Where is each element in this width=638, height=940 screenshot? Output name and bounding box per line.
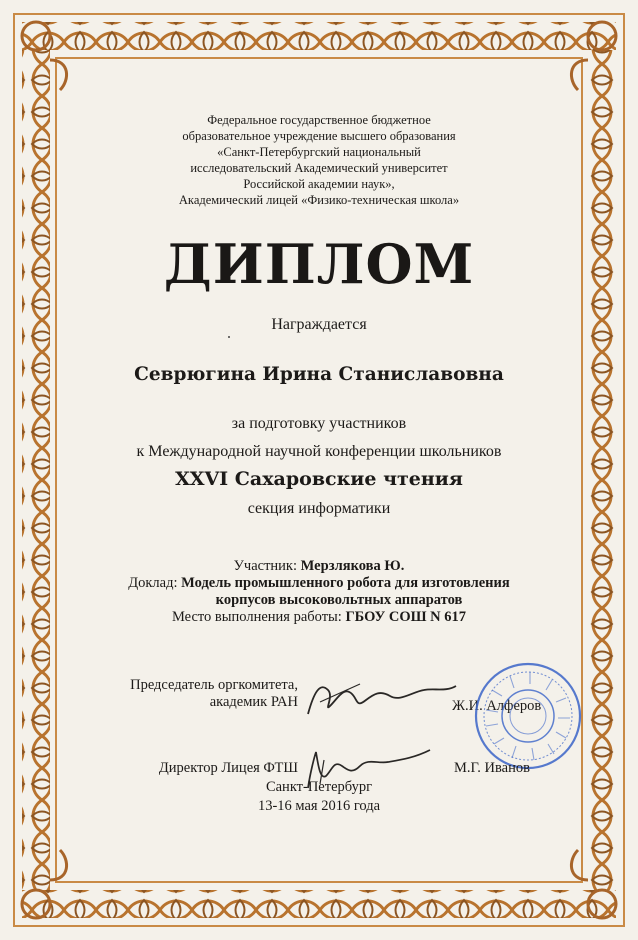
ink-dot: [228, 336, 230, 338]
issuer-line: «Санкт-Петербургский национальный: [217, 145, 421, 159]
chair-name: Ж.И. Алферов: [452, 698, 542, 714]
place: Санкт-Петербург: [265, 779, 373, 795]
director-name: М.Г. Иванов: [454, 760, 530, 776]
diploma-title: ДИПЛОМ: [163, 232, 475, 296]
section-name: секция информатики: [247, 500, 391, 517]
official-stamp-seal: [472, 660, 584, 772]
chair-signature: [300, 672, 460, 722]
diploma-content: [60, 60, 578, 880]
report-row-continued: [60, 592, 578, 609]
chair-label: [90, 677, 298, 711]
director-label: Директор Лицея ФТШ: [158, 760, 298, 776]
workplace-row: [60, 609, 578, 626]
issuer-line: Федеральное государственное бюджетное: [207, 113, 431, 127]
chair-label-line-2: академик РАН: [209, 694, 298, 710]
participant-details: [60, 558, 578, 626]
report-value-line-1: Модель промышленного робота для изготовления: [181, 575, 510, 591]
date: 13-16 мая 2016 года: [257, 798, 381, 814]
issuer-line: образовательное учреждение высшего образования: [182, 129, 456, 143]
participant-row: [60, 558, 578, 575]
participant-label: Участник:: [233, 558, 298, 574]
event-name: XXVI Сахаровские чтения: [175, 468, 463, 490]
report-value-line-2: корпусов высоковольтных аппаратов: [215, 592, 463, 608]
issuer-line: Российской академии наук»,: [243, 177, 395, 191]
issuer-block: [60, 112, 578, 208]
issuer-line: Академический лицей «Физико-техническая школа»: [178, 193, 460, 207]
reason-line-1: за подготовку участников: [231, 415, 407, 432]
report-row: [60, 575, 578, 592]
participant-value: Мерзлякова Ю.: [300, 558, 405, 574]
workplace-value: ГБОУ СОШ N 617: [345, 609, 467, 625]
workplace-label: Место выполнения работы:: [171, 609, 342, 625]
recipient-name: Севрюгина Ирина Станиславовна: [134, 364, 504, 385]
awarded-text: Награждается: [271, 316, 367, 333]
place-and-date: [60, 778, 578, 816]
reason-line-2: к Международной научной конференции школьников: [136, 443, 502, 460]
chair-label-line-1: Председатель оргкомитета,: [130, 677, 298, 693]
report-label: Доклад:: [128, 575, 178, 591]
issuer-line: исследовательский Академический университет: [190, 161, 448, 175]
